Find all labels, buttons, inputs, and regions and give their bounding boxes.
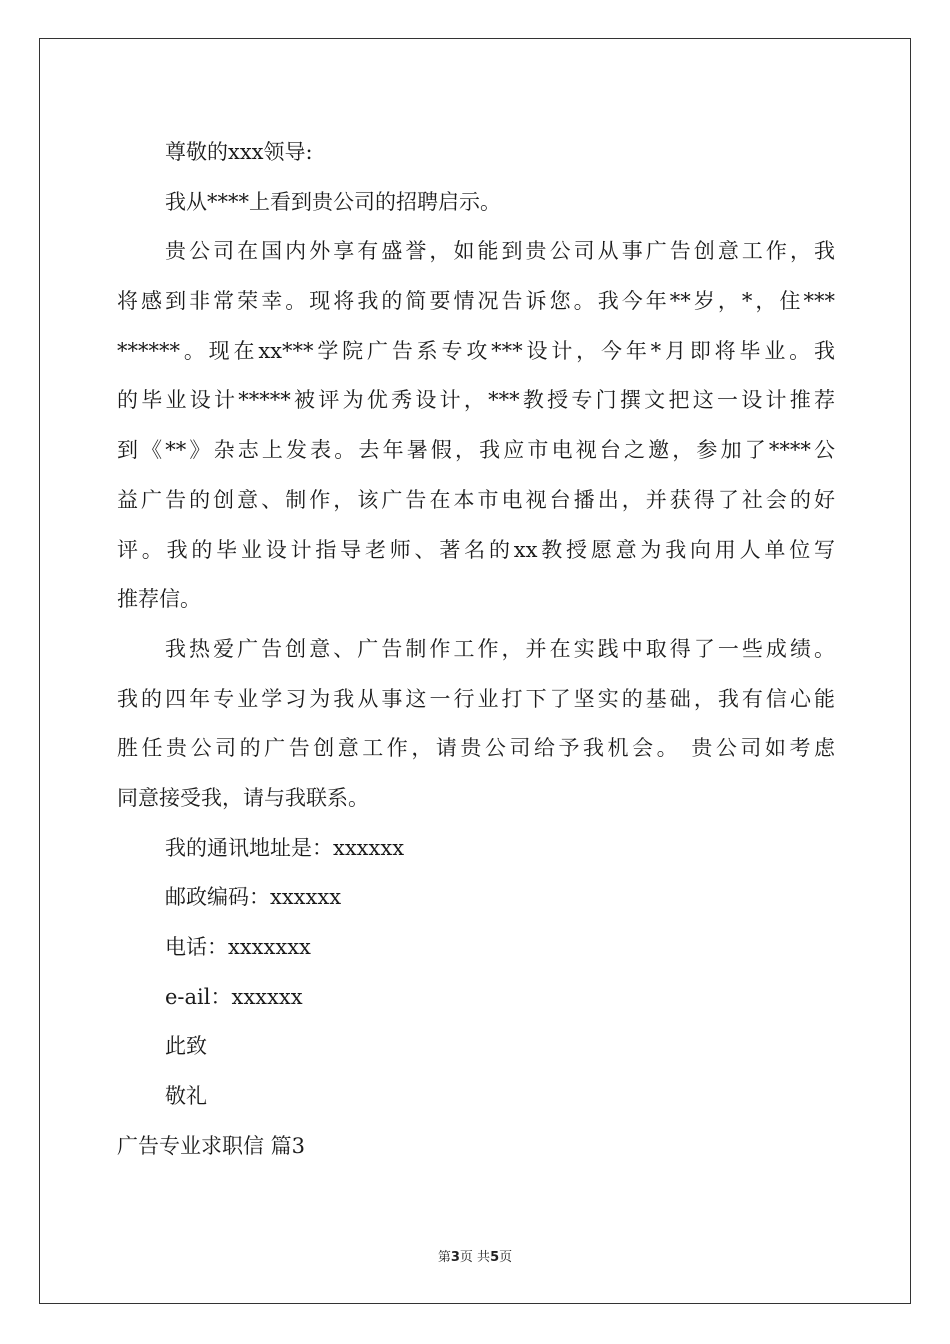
letter-line: 益广告的创意、制作，该广告在本市电视台播出，并获得了社会的好 xyxy=(117,487,835,512)
letter-body xyxy=(117,128,835,1171)
letter-line: 胜任贵公司的广告创意工作，请贵公司给予我机会。 贵公司如考虑 xyxy=(117,736,835,761)
letter-line: 我的通讯地址是：xxxxxx xyxy=(165,835,405,860)
letter-line: 我热爱广告创意、广告制作工作，并在实践中取得了一些成绩。 xyxy=(165,636,835,661)
letter-line: ******。现在xx***学院广告系专攻***设计，今年*月即将毕业。我 xyxy=(117,338,835,363)
letter-line: 我从****上看到贵公司的招聘启示。 xyxy=(165,189,501,214)
letter-line: 敬礼 xyxy=(165,1084,207,1109)
page-footer xyxy=(0,1246,950,1265)
total-pages-number: 5 xyxy=(490,1250,500,1265)
letter-line: 尊敬的xxx领导: xyxy=(165,140,313,164)
letter-line: 此致 xyxy=(165,1034,207,1059)
letter-line: 贵公司在国内外享有盛誉，如能到贵公司从事广告创意工作，我 xyxy=(165,239,835,264)
letter-line: 广告专业求职信 篇3 xyxy=(117,1133,306,1158)
letter-line: 将感到非常荣幸。现将我的简要情况告诉您。我今年**岁，*，住*** xyxy=(117,289,835,314)
letter-line: 推荐信。 xyxy=(117,587,201,612)
letter-line: 同意接受我，请与我联系。 xyxy=(117,785,369,810)
footer-suffix: 页 xyxy=(499,1250,513,1265)
letter-line: 到《**》杂志上发表。去年暑假，我应市电视台之邀，参加了****公 xyxy=(117,438,835,463)
letter-line: e-ail：xxxxxx xyxy=(165,984,303,1009)
current-page-number: 3 xyxy=(450,1250,460,1265)
footer-mid: 页 共 xyxy=(459,1250,491,1265)
letter-line: 电话：xxxxxxx xyxy=(165,935,311,959)
letter-line: 邮政编码：xxxxxx xyxy=(165,885,342,910)
footer-prefix: 第 xyxy=(437,1250,451,1265)
letter-line: 评。我的毕业设计指导老师、著名的xx教授愿意为我向用人单位写 xyxy=(117,537,835,562)
letter-line: 的毕业设计*****被评为优秀设计，***教授专门撰文把这一设计推荐 xyxy=(117,388,835,413)
letter-line: 我的四年专业学习为我从事这一行业打下了坚实的基础，我有信心能 xyxy=(117,686,835,711)
